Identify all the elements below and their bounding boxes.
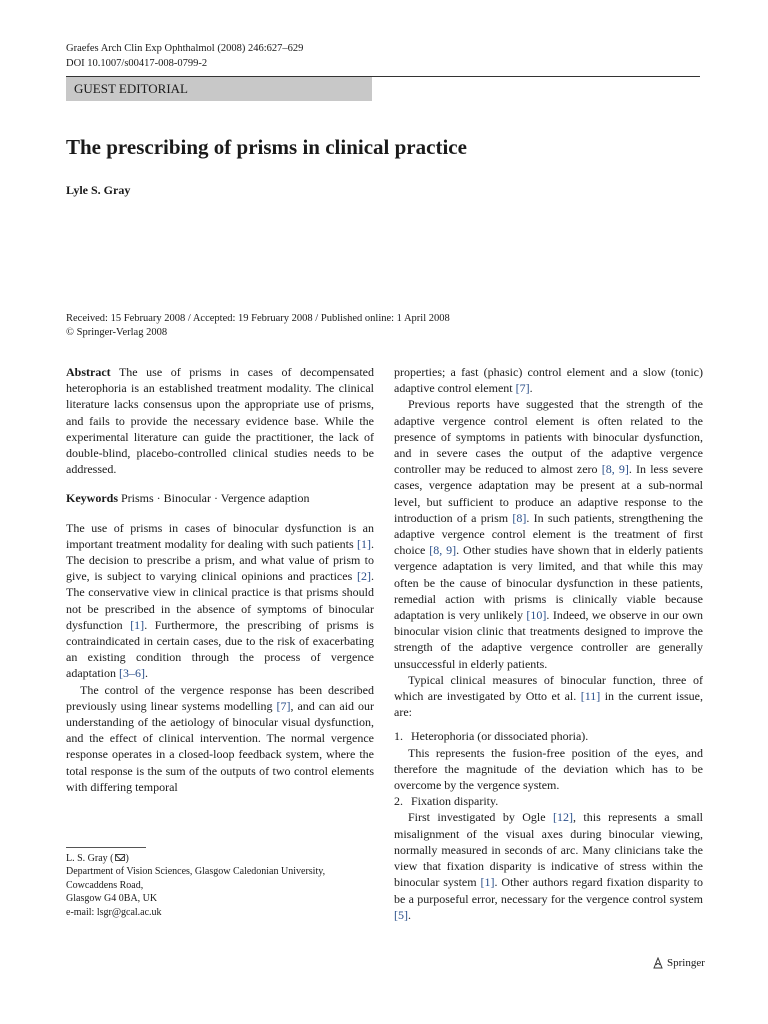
left-column [66, 364, 374, 795]
copyright-line: © Springer-Verlag 2008 [66, 327, 168, 338]
footnote-paren: ) [125, 853, 129, 864]
text-run: . The decision to prescribe a prism, and what value of prism to give, is subject to varying clinical opinions and practices [66, 536, 374, 584]
body-paragraph-5 [394, 672, 703, 721]
abstract-text: The use of prisms in cases of decompensated heterophoria is an established treatment modality. The clinical literature lacks consensus upon the appropriate use of prisms, and fails to provide the necessary evidence base. While the experimental literature can guide the practitioner, the lack of double-blind, placebo-controlled clinical studies needs to be addressed. [66, 365, 374, 477]
dates-line: Received: 15 February 2008 / Accepted: 19 February 2008 / Published online: 1 April 2008 [66, 313, 450, 324]
list-label: Fixation disparity. [411, 794, 499, 809]
text-run: properties; a fast (phasic) control element and a slow (tonic) adaptive control element [394, 365, 703, 396]
text-run: , and can aid our understanding of the aetiology of binocular visual dysfunction, and the effect of clinical intervention. The normal vergence response operates in a closed-loop feedback system, where the total response is the sum of the outputs of two control elements with differing temporal [66, 698, 374, 794]
text-run: . Indeed, we observe in our own binocular vision clinic that treatments designed to improve the strength of the adaptive vergence controller are generally unsuccessful in elderly patients. [394, 608, 703, 671]
citation-link[interactable]: [11] [580, 689, 601, 704]
publisher-name: Springer [667, 957, 705, 969]
text-run: Previous reports have suggested that the strength of the adaptive vergence control element is often related to the presence of symptoms in patients with binocular dysfunction, and in severe cases the output of the adaptive vergence controller may be reduced to almost zero [394, 397, 703, 477]
springer-logo-icon [652, 957, 664, 969]
publisher-mark [652, 957, 705, 969]
text-run: . In such patients, strengthening the adaptive vergence control element is the treatment of first choice [394, 510, 703, 558]
envelope-icon[interactable] [115, 854, 125, 861]
citation-link[interactable]: [8] [512, 510, 527, 525]
body-paragraph-1 [66, 520, 374, 682]
right-column [394, 364, 703, 923]
footnote-email[interactable]: e-mail: lsgr@gcal.ac.uk [66, 906, 162, 918]
citation-link[interactable]: [10] [526, 608, 547, 623]
citation-link[interactable]: [1] [130, 617, 145, 632]
text-run: , this represents a small misalignment of the visual axes during binocular viewing, normally measured in seconds of arc. Many clinicians take the view that fixation disparity is indicative of stress within the binocular system [394, 810, 703, 890]
footnote-author [66, 852, 376, 865]
keywords-label: Keywords [66, 491, 118, 506]
list-item-1 [394, 728, 703, 744]
text-run: . [144, 666, 148, 681]
body-paragraph-3 [394, 364, 703, 396]
citation-link[interactable]: [8, 9] [601, 462, 629, 477]
list-item-2-text [394, 809, 703, 922]
journal-reference [66, 41, 303, 71]
list-item-2 [394, 793, 703, 809]
list-number: 2. [394, 794, 403, 809]
list-label: Heterophoria (or dissociated phoria). [411, 729, 589, 744]
citation-link[interactable]: [7] [276, 698, 291, 713]
text-run: in the current issue, are: [394, 689, 703, 720]
list-item-1-text: This represents the fusion-free position of the eyes, and therefore the magnitude of the deviation which has to be overcome by the vergence system. [394, 745, 703, 793]
text-run: . [408, 907, 411, 922]
text-run: First investigated by Ogle [408, 810, 553, 825]
article-title: The prescribing of prisms in clinical practice [66, 135, 467, 159]
citation-link[interactable]: [3–6] [118, 666, 145, 681]
keywords [66, 490, 374, 506]
abstract [66, 364, 374, 477]
footnote-name: L. S. Gray ( [66, 853, 114, 864]
text-run: . Other authors regard fixation disparity to be a purposeful error, necessary for the vergence control system [394, 875, 703, 906]
text-run: . The conservative view in clinical practice is that prisms should not be prescribed in the absence of symptoms of binocular dysfunction [66, 569, 374, 632]
body-paragraph-2 [66, 682, 374, 795]
body-paragraph-4 [394, 396, 703, 671]
footnote-rule [66, 847, 146, 848]
text-run: . Furthermore, the prescribing of prisms is contraindicated in certain cases, due to the risk of exacerbating an existing condition through the process of vergence adaptation [66, 617, 374, 681]
section-label: GUEST EDITORIAL [66, 77, 372, 101]
keywords-text: Prisms · Binocular · Vergence adaption [118, 491, 310, 506]
text-run: The use of prisms in cases of binocular dysfunction is an important treatment modality for dealing with such patients [66, 520, 374, 551]
author-footnote [66, 852, 376, 919]
footnote-department: Department of Vision Sciences, Glasgow Caledonian University, [66, 866, 326, 878]
publication-dates [66, 312, 450, 340]
citation-link[interactable]: [5] [394, 907, 408, 922]
citation-link[interactable]: [7] [515, 381, 530, 396]
doi-line[interactable]: DOI 10.1007/s00417-008-0799-2 [66, 58, 208, 69]
citation-link[interactable]: [1] [357, 536, 371, 551]
citation-link[interactable]: [1] [480, 875, 495, 890]
list-number: 1. [394, 729, 403, 744]
journal-citation-line: Graefes Arch Clin Exp Ophthalmol (2008) 246:627–629 [66, 43, 304, 54]
article-author: Lyle S. Gray [66, 183, 131, 197]
text-run: . In less severe cases, vergence adaptation may be present at a sub-normal level, but sufficient to produce an adaptive response to the introduction of a prism [394, 462, 703, 525]
footnote-street: Cowcaddens Road, [66, 879, 144, 891]
text-run: The control of the vergence response has been described previously using linear systems modelling [66, 682, 374, 713]
citation-link[interactable]: [8, 9] [429, 543, 457, 558]
text-run: . [529, 381, 533, 396]
abstract-label: Abstract [66, 365, 111, 379]
text-run: . Other studies have shown that in elderly patients vergence adaptation is very limited, and that while this may often be the cause of binocular dysfunction in these patients, remedial action with prisms is clinically viable because adaptation is very unlikely [394, 543, 703, 623]
citation-link[interactable]: [12] [553, 810, 573, 825]
text-run: Typical clinical measures of binocular function, three of which are investigated by Otto et al. [394, 672, 703, 704]
footnote-city: Glasgow G4 0BA, UK [66, 893, 158, 905]
citation-link[interactable]: [2] [357, 569, 371, 584]
